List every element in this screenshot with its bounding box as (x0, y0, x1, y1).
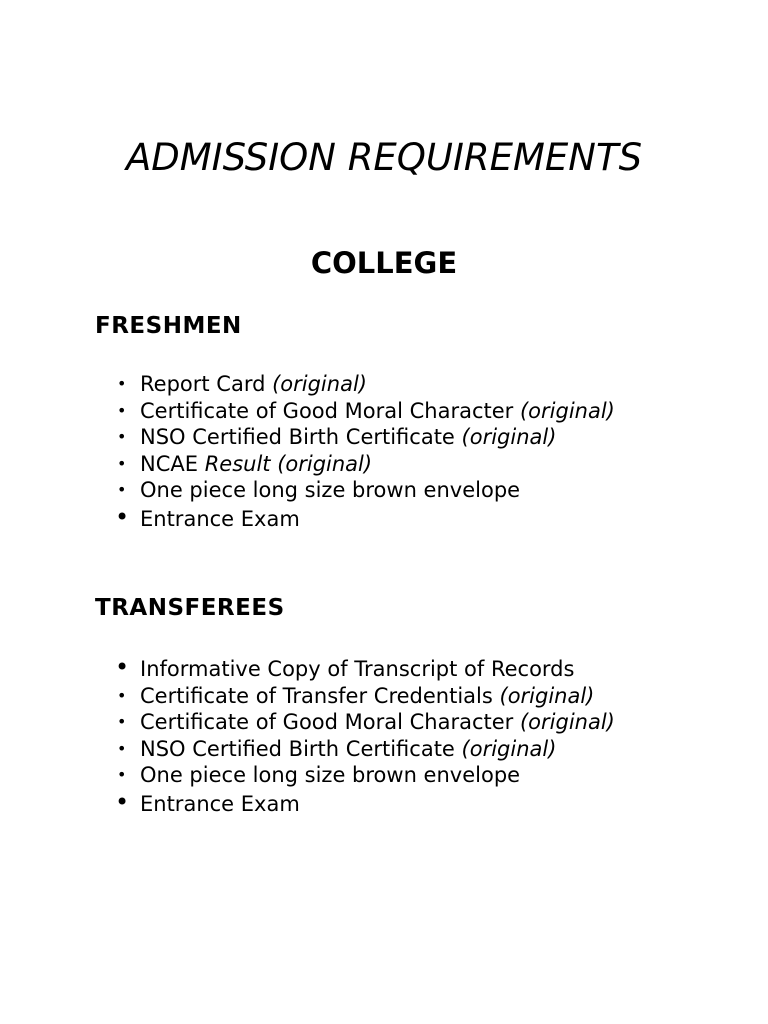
list-item (113, 477, 615, 504)
list-item (113, 736, 615, 763)
page-title: ADMISSION REQUIREMENTS (125, 136, 643, 179)
list-item (113, 371, 615, 398)
bullet-icon: • (117, 685, 127, 705)
bullet-icon: • (115, 653, 130, 681)
requirement-note: (original) (461, 425, 557, 450)
requirement-note: Result (original) (204, 451, 373, 476)
requirement-text: Entrance Exam (140, 506, 300, 531)
bullet-icon: • (117, 374, 127, 393)
page-subtitle: COLLEGE (310, 246, 458, 280)
bullet-icon: • (115, 787, 130, 816)
transferees-requirements-list (113, 653, 615, 818)
requirement-text: Entrance Exam (140, 791, 300, 816)
bullet-icon: • (117, 427, 127, 447)
requirement-text: Certificate of Good Moral Character (140, 398, 520, 423)
list-item (113, 787, 615, 818)
freshmen-requirements-list (113, 371, 615, 533)
requirement-note: (original) (461, 736, 557, 761)
bullet-icon: • (115, 502, 130, 531)
requirement-note: (original) (272, 372, 367, 396)
list-item (113, 451, 615, 478)
requirement-text: NSO Certified Birth Certificate (140, 425, 462, 450)
requirement-text: Certificate of Transfer Credentials (140, 683, 500, 708)
transferees-heading: TRANSFEREES (95, 595, 285, 621)
list-item (113, 502, 615, 533)
requirement-text: NSO Certified Birth Certificate (140, 736, 462, 761)
requirement-text: Informative Copy of Transcript of Records (140, 657, 575, 681)
requirement-note: (original) (519, 398, 615, 423)
list-item (113, 653, 615, 683)
bullet-icon: • (117, 480, 127, 500)
bullet-icon: • (117, 765, 127, 785)
requirement-text: Certificate of Good Moral Character (140, 710, 520, 735)
list-item (113, 762, 615, 789)
requirement-text: One piece long size brown envelope (140, 478, 521, 503)
requirement-text: One piece long size brown envelope (140, 763, 521, 788)
list-item (113, 424, 615, 451)
bullet-icon: • (117, 712, 127, 732)
bullet-icon: • (117, 738, 127, 758)
requirement-note: (original) (519, 710, 615, 735)
freshmen-heading: FRESHMEN (95, 313, 242, 339)
requirement-text: NCAE (140, 451, 205, 476)
requirement-note: (original) (499, 683, 595, 708)
bullet-icon: • (117, 453, 127, 473)
list-item (113, 398, 615, 425)
list-item (113, 683, 615, 710)
requirement-text: Report Card (140, 372, 273, 396)
bullet-icon: • (117, 400, 127, 420)
list-item (113, 709, 615, 736)
